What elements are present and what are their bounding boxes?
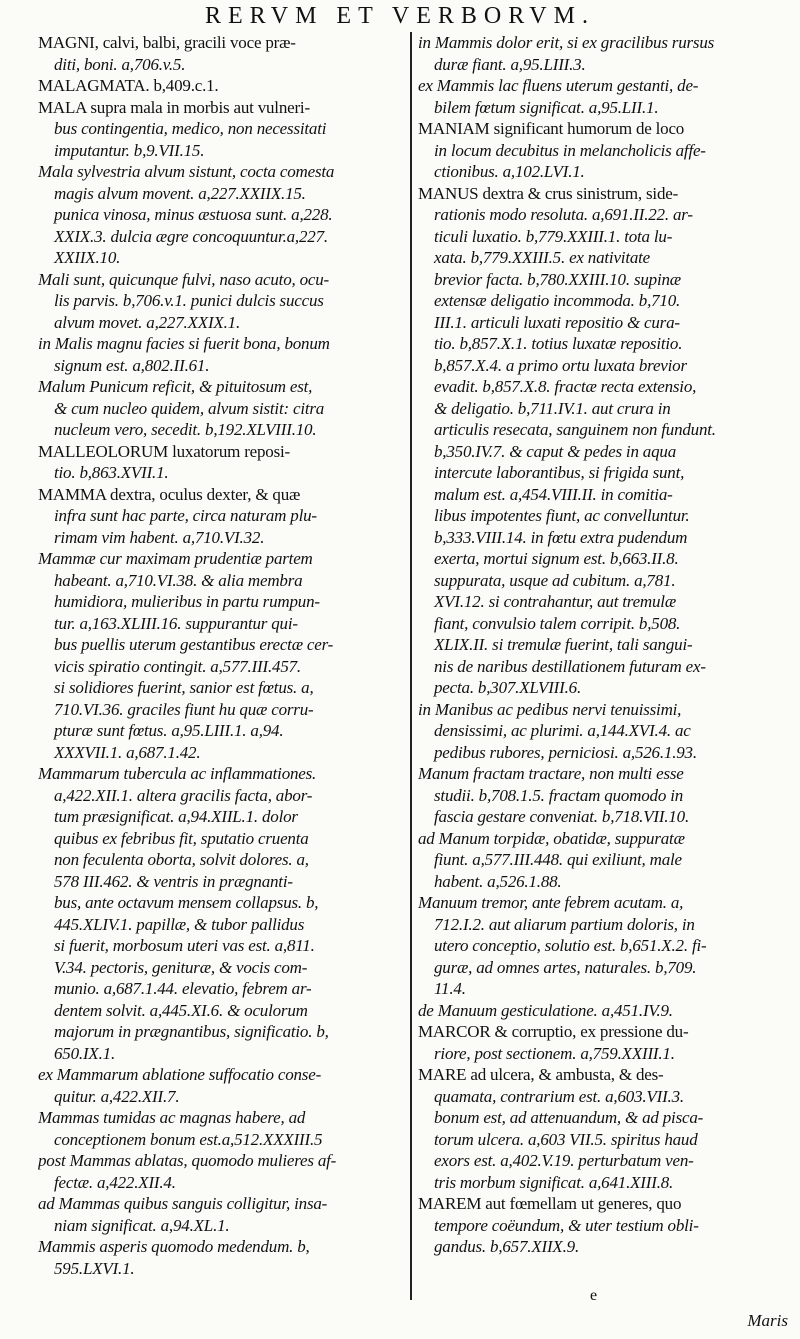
entry-line: tum præsignificat. a,94.XIIL.1. dolor	[54, 807, 298, 826]
entry-line: MARE ad ulcera, & ambusta, & des-	[418, 1065, 664, 1084]
entry-line: evadit. b,857.X.8. fractæ recta extensio,	[434, 377, 697, 396]
index-entry	[418, 75, 790, 118]
index-entry	[38, 441, 406, 484]
index-entry	[38, 548, 406, 763]
entry-line: 712.I.2. aut aliarum partium doloris, in	[434, 914, 695, 934]
entry-line: niam significat. a,94.XL.1.	[54, 1215, 230, 1235]
entry-line: bonum est, ad attenuandum, & ad pisca-	[434, 1108, 704, 1127]
index-entry	[38, 1107, 406, 1150]
entry-line: in Mammis dolor erit, si ex gracilibus rursus	[418, 33, 715, 52]
entry-line: malum est. a,454.VIII.II. in comitia-	[434, 484, 673, 504]
index-entry	[418, 828, 790, 893]
index-entry	[418, 1193, 790, 1258]
entry-line: Mammis asperis quomodo medendum. b,	[38, 1237, 310, 1256]
entry-line: pedibus rubores, perniciosi. a,526.1.93.	[434, 742, 697, 762]
entry-line: MANIAM significant humorum de loco	[418, 119, 685, 138]
entry-line: & deligatio. b,711.IV.1. aut crura in	[434, 398, 671, 418]
index-entry	[38, 97, 406, 162]
entry-line: 445.XLIV.1. papillæ, & tubor pallidus	[54, 914, 305, 934]
entry-line: fectæ. a,422.XII.4.	[54, 1172, 176, 1192]
running-title: RERVM ET VERBORVM.	[205, 3, 595, 29]
entry-line: humidiora, mulieribus in partu rumpun-	[54, 592, 320, 611]
entry-line: XVI.12. si contrahantur, aut tremulæ	[434, 592, 676, 611]
entry-line: MALLEOLORUM luxatorum reposi-	[38, 441, 290, 461]
index-entry	[38, 1193, 406, 1236]
entry-line: in Malis magnu facies si fuerit bona, bonum	[38, 334, 330, 353]
entry-line: in Manibus ac pedibus nervi tenuissimi,	[418, 699, 682, 719]
entry-line: signum est. a,802.II.61.	[54, 355, 210, 375]
left-column	[38, 32, 406, 1279]
entry-line: exerta, mortui signum est. b,663.II.8.	[434, 549, 679, 568]
entry-line: gandus. b,657.XIIX.9.	[434, 1237, 580, 1256]
entry-line: duræ fiant. a,95.LIII.3.	[434, 54, 586, 74]
entry-line: articulis resecata, sanguinem non fundunt.	[434, 420, 716, 439]
entry-line: extensæ deligatio incommoda. b,710.	[434, 291, 681, 310]
entry-line: 578 III.462. & ventris in prægnanti-	[54, 871, 293, 891]
entry-line: habeant. a,710.VI.38. & alia membra	[54, 570, 303, 590]
entry-line: b,857.X.4. a primo ortu luxata brevior	[434, 355, 687, 375]
index-entry	[38, 161, 406, 269]
entry-line: bus contingentia, medico, non necessitati	[54, 119, 327, 138]
right-column	[418, 32, 790, 1258]
entry-line: nis de naribus destillationem futuram ex-	[434, 656, 706, 676]
entry-line: & cum nucleo quidem, alvum sistit: citra	[54, 398, 325, 418]
entry-line: suppurata, usque ad cubitum. a,781.	[434, 570, 676, 590]
entry-line: studii. b,708.1.5. fractam quomodo in	[434, 785, 684, 805]
entry-line: majorum in prægnantibus, significatio. b,	[54, 1022, 329, 1041]
entry-line: vicis spiratio contingit. a,577.III.457.	[54, 656, 301, 676]
index-entry	[418, 32, 790, 75]
entry-line: punica vinosa, minus æstuosa sunt. a,228.	[54, 205, 333, 224]
entry-line: riore, post sectionem. a,759.XXIII.1.	[434, 1043, 675, 1063]
entry-line: habent. a,526.1.88.	[434, 871, 562, 891]
entry-line: ticuli luxatio. b,779.XXIII.1. tota lu-	[434, 226, 673, 246]
entry-line: rationis modo resoluta. a,691.II.22. ar-	[434, 205, 693, 224]
entry-line: MALA supra mala in morbis aut vulneri-	[38, 97, 310, 117]
index-entry	[418, 699, 790, 764]
entry-line: XXIIX.10.	[54, 248, 121, 267]
entry-line: si fuerit, morbosum uteri vas est. a,811.	[54, 936, 315, 955]
entry-line: XXIX.3. dulcia ægre concoquuntur.a,227.	[54, 226, 328, 246]
index-entry	[38, 484, 406, 549]
entry-line: utero conceptio, solutio est. b,651.X.2. fi-	[434, 936, 707, 955]
entry-line: dentem solvit. a,445.XI.6. & oculorum	[54, 1000, 308, 1020]
entry-line: quamata, contrarium est. a,603.VII.3.	[434, 1086, 684, 1106]
entry-line: lis parvis. b,706.v.1. punici dulcis succus	[54, 291, 324, 310]
entry-line: exors est. a,402.V.19. perturbatum ven-	[434, 1151, 694, 1170]
entry-line: ex Mammis lac fluens uterum gestanti, de-	[418, 76, 699, 95]
index-entry	[418, 892, 790, 1000]
entry-line: brevior facta. b,780.XXIII.10. supinæ	[434, 269, 681, 289]
entry-line: V.34. pectoris, genituræ, & vocis com-	[54, 957, 308, 977]
entry-line: tio. b,857.X.1. totius luxatæ repositio.	[434, 334, 683, 353]
entry-line: Mammas tumidas ac magnas habere, ad	[38, 1108, 306, 1127]
entry-line: Malum Punicum reficit, & pituitosum est,	[38, 377, 313, 396]
entry-line: III.1. articuli luxati repositio & cura-	[434, 312, 680, 332]
entry-line: fiunt. a,577.III.448. qui exiliunt, male	[434, 850, 682, 869]
entry-line: tur. a,163.XLIII.16. suppurantur qui-	[54, 613, 298, 633]
entry-line: 595.LXVI.1.	[54, 1258, 135, 1278]
entry-line: imputantur. b,9.VII.15.	[54, 140, 205, 160]
index-entry	[38, 1236, 406, 1279]
entry-line: MALAGMATA. b,409.c.1.	[38, 76, 219, 95]
index-entry	[38, 376, 406, 441]
entry-line: ex Mammarum ablatione suffocatio conse-	[38, 1065, 322, 1084]
entry-line: magis alvum movent. a,227.XXIIX.15.	[54, 183, 306, 203]
entry-line: tris morbum significat. a,641.XIII.8.	[434, 1172, 674, 1192]
index-entry	[38, 269, 406, 334]
index-entry	[38, 32, 406, 75]
entry-line: fiant, convulsio talem corripit. b,508.	[434, 613, 681, 633]
entry-line: nucleum vero, secedit. b,192.XLVIII.10.	[54, 420, 317, 439]
entry-line: munio. a,687.1.44. elevatio, febrem ar-	[54, 979, 312, 998]
column-rule	[410, 32, 412, 1300]
signature-mark: e	[590, 1287, 598, 1304]
entry-line: in locum decubitus in melancholicis affe-	[434, 140, 706, 160]
index-entry	[38, 333, 406, 376]
entry-line: rimam vim habent. a,710.VI.32.	[54, 527, 265, 547]
entry-line: alvum movet. a,227.XXIX.1.	[54, 312, 241, 332]
entry-line: 11.4.	[434, 979, 466, 998]
entry-line: quibus ex febribus fit, sputatio cruenta	[54, 828, 309, 848]
entry-line: intercute laborantibus, si frigida sunt,	[434, 463, 685, 482]
entry-line: xata. b,779.XXIII.5. ex nativitate	[434, 248, 651, 267]
entry-line: de Manuum gesticulatione. a,451.IV.9.	[418, 1000, 673, 1020]
entry-line: MAGNI, calvi, balbi, gracili voce præ-	[38, 33, 296, 52]
entry-line: Manuum tremor, ante febrem acutam. a,	[418, 893, 684, 912]
entry-line: b,333.VIII.14. in fœtu extra pudendum	[434, 527, 688, 547]
entry-line: 710.VI.36. graciles fiunt hu quæ corru-	[54, 699, 314, 719]
entry-line: torum ulcera. a,603 VII.5. spiritus haud	[434, 1129, 698, 1149]
entry-line: Mammæ cur maximam prudentiæ partem	[38, 549, 313, 568]
entry-line: bus puellis uterum gestantibus erectæ cer-	[54, 635, 334, 654]
entry-line: si solidiores fuerint, sanior est fœtus. a,	[54, 678, 314, 697]
index-entry	[38, 1150, 406, 1193]
entry-line: infra sunt hac parte, circa naturam plu-	[54, 506, 317, 525]
entry-line: ctionibus. a,102.LVI.1.	[434, 162, 585, 181]
entry-line: quitur. a,422.XII.7.	[54, 1086, 180, 1106]
entry-line: MAREM aut fœmellam ut generes, quo	[418, 1194, 682, 1213]
entry-line: bilem fœtum significat. a,95.LII.1.	[434, 97, 659, 117]
index-entry	[418, 1021, 790, 1064]
entry-line: b,350.IV.7. & caput & pedes in aqua	[434, 441, 676, 461]
entry-line: diti, boni. a,706.v.5.	[54, 54, 186, 74]
index-entry	[418, 118, 790, 183]
entry-line: fascia gestare conveniat. b,718.VII.10.	[434, 807, 690, 826]
entry-line: Mala sylvestria alvum sistunt, cocta comesta	[38, 162, 335, 181]
entry-line: a,422.XII.1. altera gracilis facta, abor-	[54, 785, 313, 805]
entry-line: libus impotentes fiunt, ac convelluntur.	[434, 506, 690, 525]
entry-line: ad Mammas quibus sanguis colligitur, insa-	[38, 1194, 328, 1213]
index-entry	[418, 1064, 790, 1193]
entry-line: conceptionem bonum est.a,512.XXXIII.5	[54, 1129, 323, 1149]
entry-line: XLIX.II. si tremulæ fuerint, tali sangui-	[434, 635, 693, 654]
index-entry	[38, 75, 406, 97]
catchword: Maris	[747, 1311, 788, 1330]
entry-line: pecta. b,307.XLVIII.6.	[434, 678, 581, 697]
entry-line: post Mammas ablatas, quomodo mulieres af-	[38, 1151, 337, 1170]
index-entry	[418, 183, 790, 699]
entry-line: tio. b,863.XVII.1.	[54, 463, 169, 482]
entry-line: Mali sunt, quicunque fulvi, naso acuto, ocu-	[38, 269, 330, 289]
entry-line: non feculenta oborta, solvit dolores. a,	[54, 850, 309, 869]
entry-line: Manum fractam tractare, non multi esse	[418, 764, 684, 783]
index-entry	[418, 763, 790, 828]
entry-line: densissimi, ac plurimi. a,144.XVI.4. ac	[434, 721, 691, 740]
entry-line: ad Manum torpidæ, obatidæ, suppuratæ	[418, 828, 685, 848]
entry-line: MANUS dextra & crus sinistrum, side-	[418, 183, 679, 203]
entry-line: MARCOR & corruptio, ex pressione du-	[418, 1022, 689, 1041]
entry-line: bus, ante octavum mensem collapsus. b,	[54, 893, 319, 912]
index-entry	[418, 1000, 790, 1022]
entry-line: pturæ sunt fœtus. a,95.LIII.1. a,94.	[54, 721, 284, 740]
entry-line: tempore coëundum, & uter testium obli-	[434, 1215, 699, 1235]
entry-line: MAMMA dextra, oculus dexter, & quæ	[38, 484, 301, 504]
entry-line: guræ, ad omnes artes, naturales. b,709.	[434, 957, 697, 977]
index-entry	[38, 1064, 406, 1107]
entry-line: Mammarum tubercula ac inflammationes.	[38, 764, 317, 783]
entry-line: XXXVII.1. a,687.1.42.	[54, 742, 201, 762]
entry-line: 650.IX.1.	[54, 1043, 115, 1063]
index-entry	[38, 763, 406, 1064]
